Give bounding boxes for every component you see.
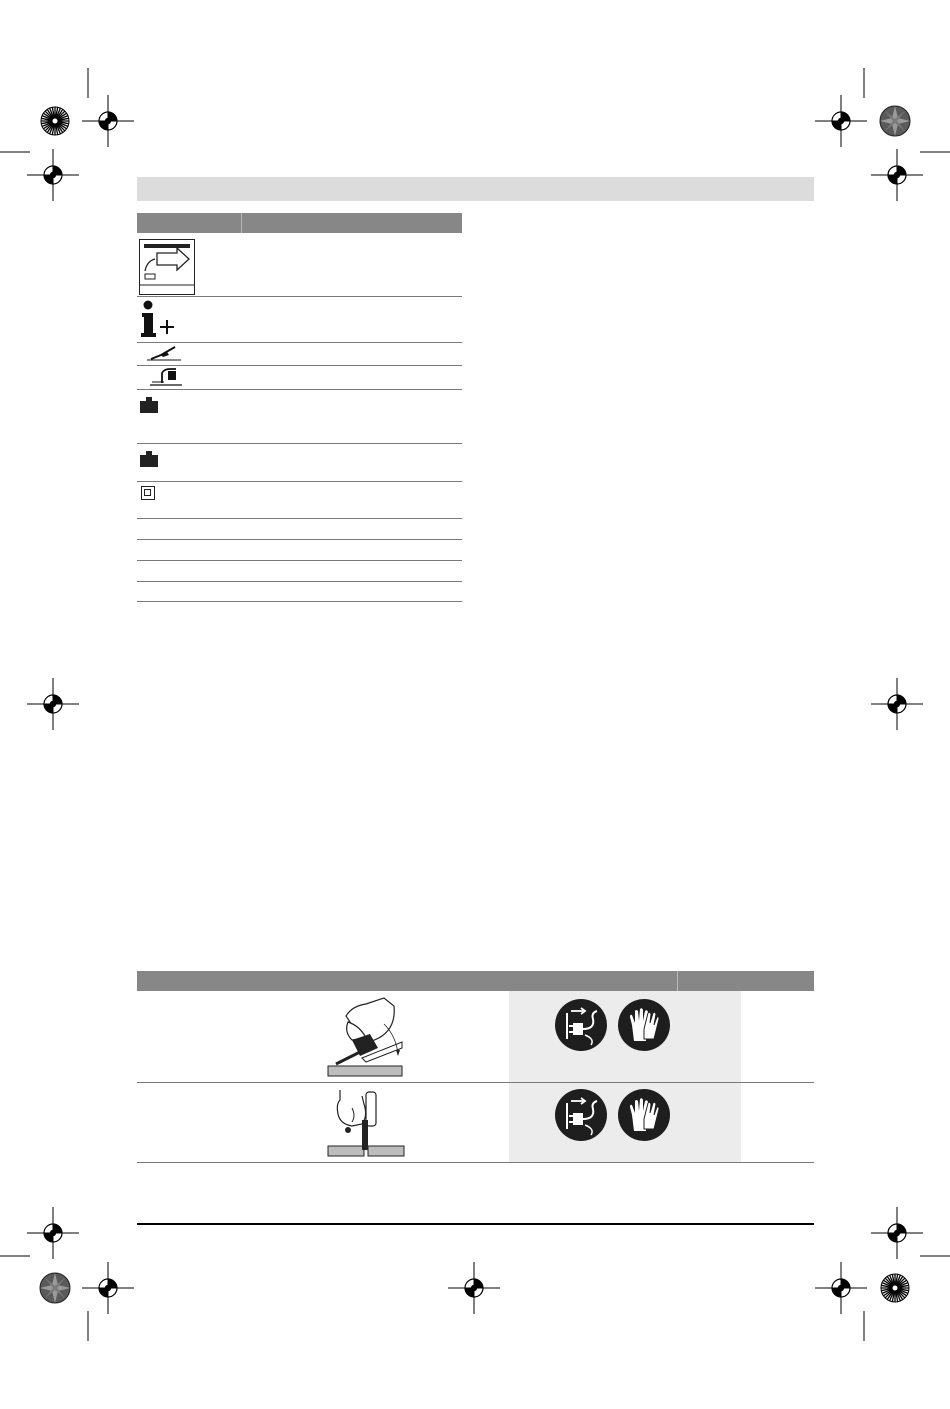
footer-rule (137, 1223, 814, 1225)
weight-icon (140, 397, 158, 413)
symbols-row-divider (137, 365, 462, 366)
symbols-row-divider (137, 481, 462, 482)
symbols-header-divider (241, 213, 242, 233)
unplug-icon (555, 1089, 607, 1141)
weight-icon (140, 451, 158, 467)
application-row-divider (137, 1162, 814, 1163)
weight-icon-body (140, 401, 158, 413)
info-plus-icon (140, 300, 176, 338)
gloves-icon (618, 999, 670, 1051)
symbols-row-divider (137, 581, 462, 582)
symbols-row-divider (137, 560, 462, 561)
symbols-row-divider (137, 389, 462, 390)
cutting-illustration (322, 1086, 408, 1160)
symbols-row-divider (137, 443, 462, 444)
grinding-illustration (322, 996, 408, 1080)
application-row-divider (137, 1082, 814, 1083)
symbols-row-divider (137, 296, 462, 297)
unplug-icon-glyph (555, 1089, 607, 1141)
header-band (137, 177, 814, 201)
gloves-icon-glyph (618, 999, 670, 1051)
grinder-cutting-icon (150, 367, 182, 387)
grinder-flat-icon (147, 344, 181, 362)
symbols-table-header (137, 213, 462, 233)
application-header-divider (677, 971, 678, 991)
gloves-icon (618, 1089, 670, 1141)
double-insulation-icon (141, 486, 155, 500)
weight-icon-body (140, 455, 158, 467)
symbols-row-divider (137, 342, 462, 343)
symbols-row-divider (137, 539, 462, 540)
gloves-icon-glyph (618, 1089, 670, 1141)
application-table-header (137, 971, 814, 991)
symbols-row-divider (137, 601, 462, 602)
read-manual-icon (139, 239, 195, 295)
symbols-row-divider (137, 518, 462, 519)
unplug-icon-glyph (555, 999, 607, 1051)
unplug-icon (555, 999, 607, 1051)
